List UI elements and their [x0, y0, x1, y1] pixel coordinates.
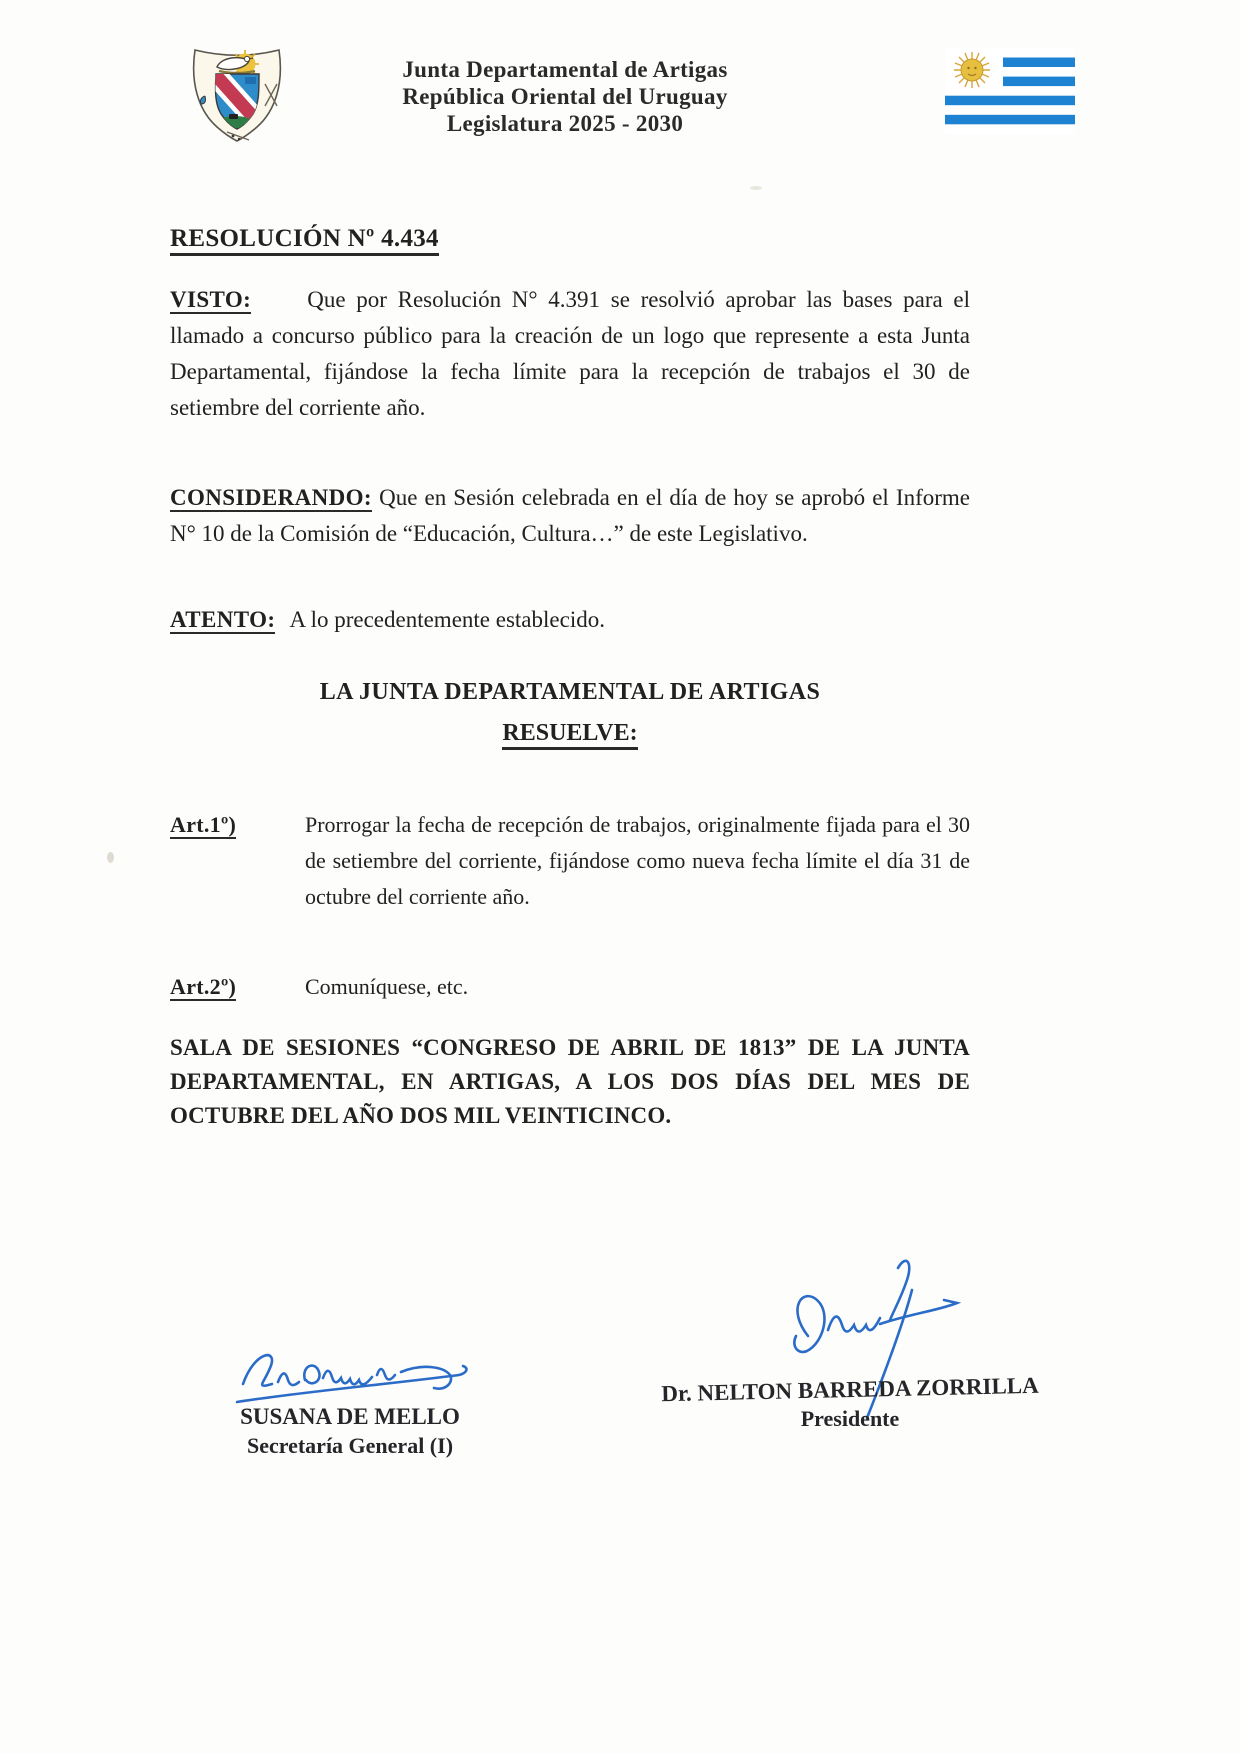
visto-paragraph	[170, 282, 970, 426]
president-title: Presidente	[800, 1406, 900, 1431]
resolution-subheading	[170, 714, 970, 752]
scan-artifact	[750, 186, 762, 190]
header-org-name: Junta Departamental de Artigas	[402, 57, 728, 82]
secretary-name: SUSANA DE MELLO	[240, 1404, 460, 1429]
president-signature-scribble	[770, 1258, 960, 1378]
uruguay-flag-icon	[945, 48, 1075, 134]
artigas-coat-of-arms-icon	[183, 44, 291, 144]
article-row-1	[170, 807, 970, 915]
scan-artifact	[107, 852, 114, 863]
article-1-text: Prorrogar la fecha de recepción de trabajos, originalmente fijada para el 30 de setiembre del corriente, fijándose como nueva fecha límite el día 31 de octubre del corriente año.	[305, 812, 970, 909]
resolution-body	[170, 222, 970, 1156]
article-row-2	[170, 969, 970, 1005]
considerando-paragraph	[170, 480, 970, 552]
article-2-label: Art.2º)	[170, 974, 237, 999]
article-1-label: Art.1º)	[170, 812, 237, 837]
resolution-subheading-text: RESUELVE:	[502, 720, 637, 750]
atento-label: ATENTO:	[170, 607, 276, 632]
header-legislature: Legislatura 2025 - 2030	[446, 111, 684, 136]
resolution-title-text: RESOLUCIÓN Nº 4.434	[170, 225, 439, 256]
considerando-text: Que en Sesión celebrada en el día de hoy se aprobó el Informe N° 10 de la Comisión de “Educación, Cultura…” de este Legislativo.	[170, 485, 970, 546]
atento-paragraph	[170, 602, 970, 638]
visto-label: VISTO:	[170, 287, 252, 312]
signature-block-president	[620, 1258, 1080, 1433]
header-titles	[340, 56, 790, 137]
resolution-title	[170, 222, 970, 256]
article-2-text: Comuníquese, etc.	[305, 974, 469, 999]
signature-block-secretary	[205, 1342, 495, 1460]
considerando-label: CONSIDERANDO:	[170, 485, 372, 510]
resolution-heading: LA JUNTA DEPARTAMENTAL DE ARTIGAS	[319, 679, 821, 705]
president-name: Dr. NELTON BARREDA ZORRILLA	[661, 1372, 1039, 1407]
atento-text: A lo precedentemente establecido.	[289, 607, 605, 632]
header-country: República Oriental del Uruguay	[402, 84, 728, 109]
visto-text: Que por Resolución N° 4.391 se resolvió aprobar las bases para el llamado a concurso público para la creación de un logo que represente a esta Junta Departamental, fijándose la fecha límite para la recepción de trabajos el 30 de setiembre del corriente año.	[170, 287, 970, 420]
document-header	[0, 42, 1240, 147]
sala-paragraph: SALA DE SESIONES “CONGRESO DE ABRIL DE 1813” DE LA JUNTA DEPARTAMENTAL, EN ARTIGAS, A LOS DOS DÍAS DEL MES DE OCTUBRE DEL AÑO DOS MIL VEINTICINCO.	[170, 1035, 970, 1128]
secretary-title: Secretaría General (I)	[246, 1433, 454, 1458]
